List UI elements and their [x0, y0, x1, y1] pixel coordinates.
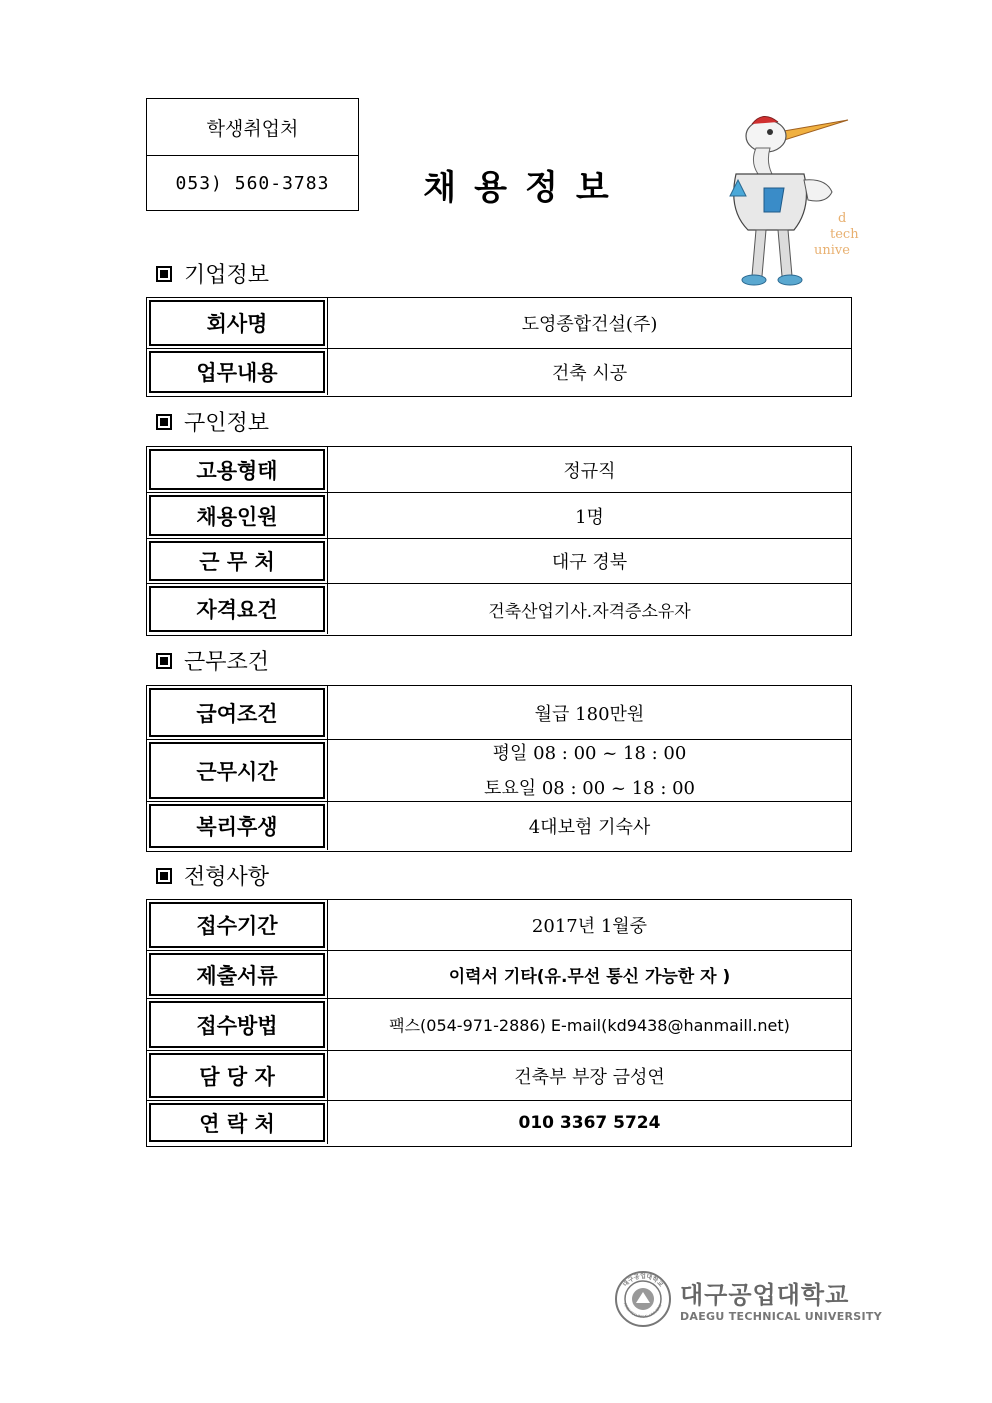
university-name — [680, 1275, 882, 1323]
row-label: 회사명 — [149, 300, 325, 346]
section-work-conditions-header — [156, 645, 269, 676]
page-title: 채용정보 — [423, 168, 627, 208]
table-row — [147, 298, 851, 348]
table-row — [147, 801, 851, 850]
university-name-en: DAEGU TECHNICAL UNIVERSITY — [680, 1310, 882, 1323]
company-info-table — [146, 297, 852, 397]
table-row — [147, 1050, 851, 1100]
row-value — [327, 740, 851, 801]
row-value: 정규직 — [327, 447, 851, 492]
row-label: 담 당 자 — [149, 1053, 325, 1098]
square-bullet-icon — [156, 414, 172, 430]
row-value: 2017년 1월중 — [327, 900, 851, 950]
row-label: 복리후생 — [149, 804, 325, 848]
row-label: 급여조건 — [149, 688, 325, 737]
square-bullet-icon — [156, 266, 172, 282]
section-title: 전형사항 — [184, 865, 270, 890]
row-value: 대구 경북 — [327, 539, 851, 583]
section-title: 기업정보 — [184, 263, 270, 288]
row-value: 팩스(054-971-2886) E-mail(kd9438@hanmaill.net) — [327, 999, 851, 1050]
office-phone: 053) 560-3783 — [147, 155, 358, 211]
row-value: 도영종합건설(주) — [327, 298, 851, 348]
section-job-info-header — [156, 406, 269, 437]
row-label: 연 락 처 — [149, 1103, 325, 1142]
table-row — [147, 1100, 851, 1144]
section-selection-header — [156, 860, 269, 891]
selection-table — [146, 899, 852, 1147]
table-row — [147, 900, 851, 950]
table-row — [147, 998, 851, 1050]
contact-box — [146, 98, 359, 211]
office-label: 학생취업처 — [206, 117, 299, 140]
row-value: 건축부 부장 금성연 — [327, 1051, 851, 1100]
row-value: 4대보험 기숙사 — [327, 802, 851, 850]
row-label: 고용형태 — [149, 449, 325, 490]
row-label: 제출서류 — [149, 953, 325, 996]
table-row — [147, 739, 851, 801]
row-label: 접수기간 — [149, 902, 325, 948]
weekday-hours: 평일 08 : 00 ~ 18 : 00 — [492, 742, 687, 764]
table-row — [147, 348, 851, 395]
section-company-info-header — [156, 258, 269, 289]
mascot-watermark-2: tech — [830, 227, 859, 242]
row-value: 이력서 기타(유.무선 통신 가능한 자 ) — [327, 951, 851, 998]
crane-mascot-icon — [708, 100, 859, 290]
square-bullet-icon — [156, 868, 172, 884]
table-row — [147, 950, 851, 998]
table-row — [147, 492, 851, 538]
row-label: 채용인원 — [149, 495, 325, 536]
row-label: 업무내용 — [149, 351, 325, 393]
table-row — [147, 583, 851, 634]
university-name-ko: 대구공업대학교 — [680, 1281, 850, 1309]
university-logo — [614, 1270, 882, 1328]
mascot-watermark-1: d — [838, 211, 847, 226]
work-conditions-table — [146, 685, 852, 852]
mascot-watermark-3: unive — [814, 243, 850, 258]
row-value: 1명 — [327, 493, 851, 538]
row-value: 건축 시공 — [327, 349, 851, 395]
row-label: 근무시간 — [149, 742, 325, 799]
square-bullet-icon — [156, 653, 172, 669]
job-info-table — [146, 446, 852, 636]
table-row — [147, 447, 851, 492]
table-row — [147, 538, 851, 583]
seal-text: 대구공업대학교 — [621, 1273, 665, 1289]
section-title: 구인정보 — [184, 411, 270, 436]
row-label: 근 무 처 — [149, 541, 325, 581]
row-value: 건축산업기사.자격증소유자 — [327, 584, 851, 634]
saturday-hours: 토요일 08 : 00 ~ 18 : 00 — [483, 777, 696, 799]
university-seal-icon — [614, 1270, 672, 1328]
row-value: 010 3367 5724 — [327, 1101, 851, 1144]
seal-text-en: AEGU TECHNICAL UNIVERSI — [622, 1302, 663, 1319]
row-label: 자격요건 — [149, 586, 325, 632]
section-title: 근무조건 — [184, 650, 270, 675]
row-value: 월급 180만원 — [327, 686, 851, 739]
row-label: 접수방법 — [149, 1001, 325, 1048]
table-row — [147, 686, 851, 739]
